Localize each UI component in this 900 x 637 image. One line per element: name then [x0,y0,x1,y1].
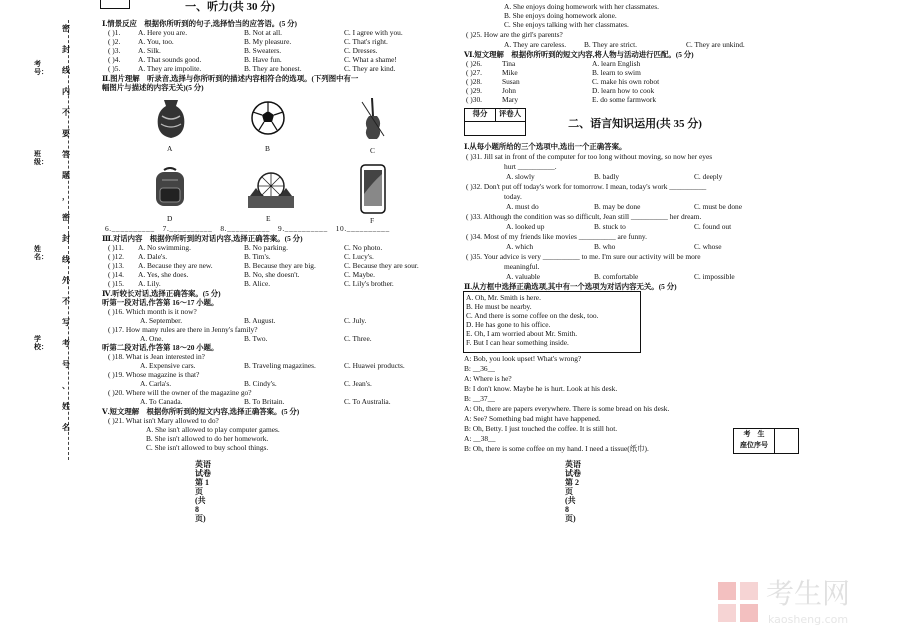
q19-a: A. Carla's. [140,379,172,388]
box-option-d: D. He has gone to his office. [466,320,551,329]
q15-c: C. Lily's brother. [344,279,394,288]
binding-char: 姓 [62,402,70,411]
q3-num: ( )3. [108,46,121,55]
q4-num: ( )4. [108,55,121,64]
listening-section-title: 一、听力(共 30 分) [185,1,275,13]
binding-char: 考 [62,339,70,348]
watermark-en: kaosheng.com [768,613,849,626]
q16-b: B. August. [244,316,276,325]
score-table [464,108,526,136]
q12-num: ( )12. [108,252,125,261]
watermark-cn: 考生网 [766,577,851,610]
q30-num: ( )30. [466,95,483,104]
q12-a: A. Dale's. [138,252,168,261]
q32-stem-2: today. [504,192,522,201]
q29-name: John [502,86,516,95]
q34-c: C. whose [694,242,722,251]
q3-c: C. Dresses. [344,46,378,55]
q12-b: B. Tim's. [244,252,271,261]
pic-label-f: F [370,216,375,225]
binding-char: 线 [62,255,70,264]
q5-b: B. They are honest. [244,64,302,73]
seat-label [734,429,775,453]
q33-a: A. looked up [506,222,545,231]
q34-a: A. which [506,242,534,251]
activity-e: E. do some farmwork [592,95,657,104]
box-option-f: F. But I can hear something inside. [466,338,569,347]
part6-title: Ⅵ.短文理解 根据你所听到的短文内容,将人物与活动进行匹配。(5 分) [464,50,694,59]
binding-char: ， [62,192,70,201]
q31-a: A. slowly [506,172,535,181]
q28-name: Susan [502,77,520,86]
q14-c: C. Maybe. [344,270,375,279]
q33-stem: ( )33. Although the condition was so difficult, Jean still __________ her dream. [466,212,702,221]
smartphone-picture [360,164,386,214]
dialog-line-9: A: __38__ [464,434,496,443]
q15-num: ( )15. [108,279,125,288]
dialog2-title: 听第二段对话,作答第 18～20 小题。 [102,343,219,352]
q30-name: Mary [502,95,519,104]
q20-stem: ( )20. Where will the owner of the magazine go? [108,388,252,397]
q35-a: A. valuable [506,272,541,281]
q17-c: C. Three. [344,334,372,343]
q1-c: C. I agree with you. [344,28,403,37]
q11-num: ( )11. [108,243,124,252]
q24-b: B. She enjoys doing homework alone. [504,11,617,20]
q25-a: A. They are careless. [504,40,567,49]
binding-char: 答 [62,150,70,159]
q13-b: B. Because they are big. [244,261,316,270]
binding-char: 封 [62,45,70,54]
q2-c: C. That's right. [344,37,388,46]
q35-c: C. impossible [694,272,735,281]
q25-stem: ( )25. How are the girl's parents? [466,30,563,39]
q35-stem: ( )35. Your advice is very __________ to me. I'm sure our activity will be more [466,252,701,261]
dialog-line-2: B: __36__ [464,364,496,373]
q34-stem: ( )34. Most of my friends like movies __________ are funny. [466,232,647,241]
vase-picture [152,98,190,140]
part1-title: Ⅰ.情景反应 根据你所听到的句子,选择恰当的应答语。(5 分) [102,19,297,28]
q21-a: A. She isn't allowed to play computer games. [146,425,280,434]
q33-c: C. found out [694,222,732,231]
q17-stem: ( )17. How many rules are there in Jenny's family? [108,325,258,334]
q32-c: C. must be done [694,202,743,211]
page1-footer: 英语试卷 第 1 页 (共 8 页) [195,460,219,523]
q21-stem: ( )21. What isn't Mary allowed to do? [108,416,219,425]
q29-num: ( )29. [466,86,483,95]
kaosheng-watermark [716,576,896,632]
q2-b: B. My pleasure. [244,37,292,46]
box-option-b: B. He must be nearby. [466,302,532,311]
binding-char: 要 [62,129,70,138]
binding-char: 号 [62,360,70,369]
binding-char: 名 [62,423,70,432]
binding-char: 、 [62,381,70,390]
dialog-line-3: A: Where is he? [464,374,512,383]
q14-num: ( )14. [108,270,125,279]
q18-c: C. Huawei products. [344,361,405,370]
seat-label-line1: 考 生 [743,430,765,438]
q13-num: ( )13. [108,261,125,270]
box-option-a: A. Oh, Mr. Smith is here. [466,293,541,302]
part5-title: Ⅴ.短文理解 根据你所听到的短文内容,选择正确答案。(5 分) [102,407,300,416]
q5-a: A. They are impolite. [138,64,202,73]
part2-title: Ⅱ.图片理解 听录音,选择与你所听到的描述内容相符合的选项。(下列图中有一 [102,74,359,83]
q34-b: B. who [594,242,616,251]
activity-d: D. learn how to cook [592,86,655,95]
amusement-park-picture [246,170,296,210]
dialog-line-7: A: See? Something bad might have happened. [464,414,601,423]
q4-a: A. That sounds good. [138,55,202,64]
q27-name: Mike [502,68,518,77]
binding-label: 考号： [34,60,48,76]
binding-char: 密 [62,24,70,33]
grader-cell: 评卷人 [495,109,525,122]
pic-label-a: A [167,144,173,153]
q16-a: A. September. [140,316,183,325]
part4-title: Ⅳ.听较长对话,选择正确答案。(5 分) [102,289,221,298]
page2-footer: 英语试卷 第 2 页 (共 8 页) [565,460,589,523]
q13-c: C. Because they are sour. [344,261,419,270]
q16-stem: ( )16. Which month is it now? [108,307,197,316]
q24-c: C. She enjoys talking with her classmates. [504,20,629,29]
dialog-line-1: A: Bob, you look upset! What's wrong? [464,354,582,363]
seat-label-line2: 座位序号 [740,441,768,449]
q27-num: ( )27. [466,68,483,77]
pic-label-c: C [370,146,375,155]
soccer-ball-picture [250,100,286,136]
q25-c: C. They are unkind. [686,40,745,49]
q28-num: ( )28. [466,77,483,86]
binding-label: 班级： [34,150,48,166]
q3-b: B. Sweaters. [244,46,282,55]
q35-b: B. comfortable [594,272,639,281]
q1-a: A. Here you are. [138,28,188,37]
q13-a: A. Because they are new. [138,261,213,270]
binding-char: 密 [62,213,70,222]
q32-stem: ( )32. Don't put off today's work for tomorrow. I mean, today's work __________ [466,182,707,191]
binding-char: 外 [62,276,70,285]
dialog1-title: 听第一段对话,作答第 16～17 小题。 [102,298,219,307]
activity-a: A. learn English [592,59,641,68]
q26-name: Tina [502,59,516,68]
binding-char: 内 [62,87,70,96]
q12-c: C. Lucy's. [344,252,374,261]
dialog-line-6: A: Oh, there are papers everywhere. There is some bread on his desk. [464,404,670,413]
violin-picture [358,96,388,142]
q4-b: B. Have fun. [244,55,282,64]
q5-num: ( )5. [108,64,121,73]
backpack-picture [150,166,190,210]
binding-label: 学校： [34,335,48,351]
binding-char: 线 [62,66,70,75]
seat-number-box [733,428,799,454]
q20-a: A. To Canada. [140,397,183,406]
binding-char: 不 [62,297,70,306]
q3-a: A. Silk. [138,46,161,55]
q14-a: A. Yes, she does. [138,270,189,279]
q21-c: C. She isn't allowed to buy school things. [146,443,269,452]
kaosheng-logo-icon [716,580,760,624]
q31-c: C. deeply [694,172,723,181]
binding-char: 不 [62,108,70,117]
score-cell: 得分 [465,109,496,122]
q19-stem: ( )19. Whose magazine is that? [108,370,200,379]
q5-c: C. They are kind. [344,64,396,73]
box-option-e: E. Oh, I am worried about Mr. Smith. [466,329,578,338]
lang-part1-title: Ⅰ.从每小题所给的三个选项中,选出一个正确答案。 [464,142,627,151]
q16-c: C. July. [344,316,367,325]
q25-b: B. They are strict. [584,40,638,49]
q11-c: C. No photo. [344,243,383,252]
q1-num: ( )1. [108,28,121,37]
q17-a: A. One. [140,334,164,343]
dialog-line-4: B: I don't know. Maybe he is hurt. Look at his desk. [464,384,618,393]
q15-b: B. Alice. [244,279,271,288]
activity-b: B. learn to swim [592,68,641,77]
language-section-title: 二、语言知识运用(共 35 分) [568,118,702,130]
q31-b: B. badly [594,172,620,181]
dialog-line-10: B: Oh, there is some coffee on my hand. I need a tissue(纸巾). [464,444,649,453]
binding-char: 封 [62,234,70,243]
pic-label-b: B [265,144,270,153]
q35-stem-2: meaningful. [504,262,540,271]
q19-b: B. Cindy's. [244,379,277,388]
q31-stem: ( )31. Jill sat in front of the computer for too long without moving, so now her eyes [466,152,713,161]
dialog-line-5: B: __37__ [464,394,496,403]
part3-title: Ⅲ.对话内容 根据你所听到的对话内容,选择正确答案。(5 分) [102,234,303,243]
q2-num: ( )2. [108,37,121,46]
q18-b: B. Traveling magazines. [244,361,316,370]
q24-a: A. She enjoys doing homework with her classmates. [504,2,659,11]
q18-stem: ( )18. What is Jean interested in? [108,352,205,361]
q15-a: A. Lily. [138,279,161,288]
pic-label-d: D [167,214,173,223]
q11-a: A. No swimming. [138,243,191,252]
q14-b: B. No, she doesn't. [244,270,300,279]
q20-b: B. To Britain. [244,397,285,406]
binding-char: 写 [62,318,70,327]
lang-part2-title: Ⅱ.从方框中选择正确选项,其中有一个选项为对话内容无关。(5 分) [464,282,677,291]
q17-b: B. Two. [244,334,268,343]
activity-c: C. make his own robot [592,77,660,86]
q26-num: ( )26. [466,59,483,68]
q20-c: C. To Australia. [344,397,391,406]
box-option-c: C. And there is some coffee on the desk, too. [466,311,599,320]
q21-b: B. She isn't allowed to do her homework. [146,434,269,443]
q11-b: B. No parking. [244,243,288,252]
q31-stem-2: hurt __________. [504,162,557,171]
q19-c: C. Jean's. [344,379,372,388]
binding-label: 姓名： [34,245,48,261]
pic-label-e: E [266,214,271,223]
dialog-line-8: B: Oh, Betty. I just touched the coffee. It is still hot. [464,424,618,433]
q1-b: B. Not at all. [244,28,282,37]
binding-char: 题 [62,171,70,180]
q32-a: A. must do [506,202,539,211]
q33-b: B. stuck to [594,222,626,231]
q32-b: B. may be done [594,202,641,211]
q4-c: C. What a shame! [344,55,397,64]
picture-answer-blanks: 6.__________ 7.__________ 8.__________ 9.__________ 10.__________ [105,224,390,233]
part2-title-line2: 幅图片与描述的内容无关)(5 分) [102,83,204,92]
q18-a: A. Expensive cars. [140,361,196,370]
q2-a: A. You, too. [138,37,174,46]
